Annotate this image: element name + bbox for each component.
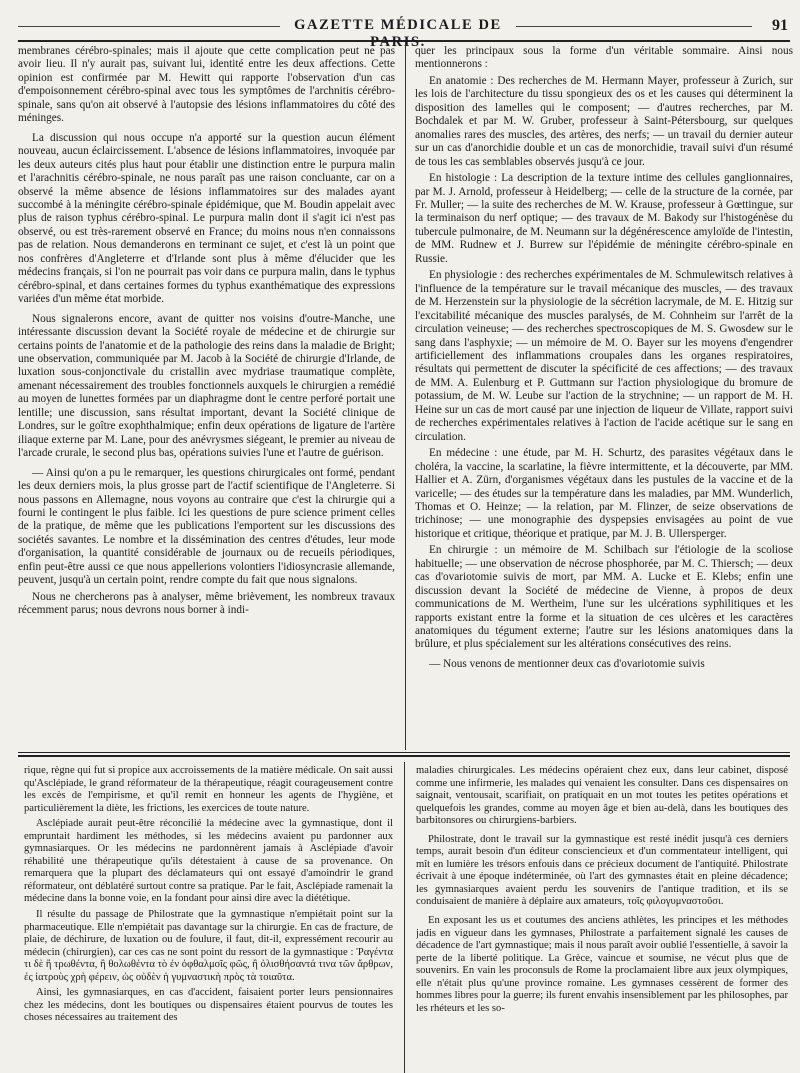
feuilleton-rule: [18, 752, 790, 753]
feuilleton-left-column: [24, 765, 393, 1070]
page-number: 91: [772, 17, 788, 34]
paragraph: membranes cérébro-spinales; mais il ajoute que cette complication peut ne pas avoir lieu. Il n'y aurait pas, suivant lui, identité entre les deux affections. Cette opinion est confirmée par M. Hewitt qui rapporte l'observation d'un cas d'empoisonnement cérébro-spinal avec tous les symptômes de l'archnitis cérébro-spinale, sans qu'on ait observé à l'autopsie des lésions inflammatoires du côté des méninges.: [18, 45, 395, 125]
paragraph: Nous ne chercherons pas à analyser, même brièvement, les nombreux travaux récemment parus; nous devrons nous borner à indi-: [18, 590, 395, 617]
paragraph: Nous signalerons encore, avant de quitter nos voisins d'outre-Manche, une intéressante discussion devant la Société royale de médecine et de chirurgie sur certains points de l'anatomie et de la pathologie des reins dans la maladie de Bright; une observation, communiquée par M. Jacob à la Société de chirurgie d'Irlande, de luxation sous-conjonctivale du cristallin avec mydriase traumatique complète, amenant nécessairement des troubles fonctionnels auxquels le chirurgien a remédié au moyen de lunettes formées par un diaphragme dont le centre perforé portait une lentille; une discussion, sans résultat important, devant la Société clinique de Londres, sur le goître exophthalmique; enfin deux opérations de ligature de l'artère iliaque externe par M. Lane, pour des anévrysmes siégeant, le premier au niveau de l'arcade crurale, le second plus bas, opérations suivies l'une et l'autre de guérison.: [18, 312, 395, 460]
top-right-column: [415, 45, 793, 745]
page-header: [18, 0, 790, 50]
paragraph: La discussion qui nous occupe n'a apporté sur la question aucun élément nouveau, aucun éclaircissement. L'absence de lésions inflammatoires, invoquée par les deux auteurs cités plus haut pour établir une distinction entre le purpura malin et l'arachnitis cérébro-spinale, ne nous paraît pas une raison concluante, car on a observé la même absence de lésions inflammatoires sur des malades ayant succombé à la méningite cérébro-spinale épidémique, que M. Boudin appelait avec plus de raison typhus cérébro-spinal. Le purpura malin dont il s'agit ici n'est pas observé, ou est très-rarement observé en France; du moins nous n'en connaissons pas de relation. Nous demanderons en terminant ce sujet, et c'est là un point que nos confrères d'Angleterre et d'Irlande sont plus à même d'élucider que les médecins français, si l'on ne pourrait pas voir dans ce purpura malin, dans le typhus cérébro-spinal, et dans certaines formes du typhus exanthématique des expressions variées d'un même état morbide.: [18, 131, 395, 306]
feuilleton-right-column: [416, 765, 788, 1070]
paragraph: rique, règne qui fut si propice aux accroissements de la matière médicale. On sait aussi qu'Asclépiade, le grand réformateur de la thérapeutique, réagit courageusement contre les excès de l'empirisme, et qu'il remit en honneur les agents de l'hygiène, et particulièrement la diète, les frictions, les exercices de toute nature.: [24, 765, 393, 814]
top-left-column: [18, 45, 395, 745]
header-rule-right: [516, 26, 752, 27]
paragraph: maladies chirurgicales. Les médecins opéraient chez eux, dans leur cabinet, disposé comme une infirmerie, les malades qui venaient les consulter. Dans ces dispensaires on saignait, ventousait, scarifiait, on pratiquait en un mot toutes les petites opérations et quelquefois les grandes, comme au moyen âge et bien au-delà, dans les boutiques des barbitonsores ou chirurgiens-barbiers.: [416, 765, 788, 827]
paragraph: En anatomie : Des recherches de M. Hermann Mayer, professeur à Zurich, sur les lois de l'architecture du tissu spongieux des os et les causes qui déterminent la disposition des lamelles qui le composent; — d'autres recherches, par M. Bochdalek et par M. W. Gruber, professeur à Saint-Pétersbourg, sur quelques anomalies rares des muscles, des artères, des nerfs; — un travail du dernier auteur sur un cas d'anorchidie double et un cas de monorchidie, travail suivi d'un résumé de tous les cas semblables observés jusqu'à ce jour.: [415, 74, 793, 168]
header-rule-left: [18, 26, 280, 27]
paragraph: Il résulte du passage de Philostrate que la gymnastique n'empiétait point sur la pharmaceutique. Elle n'empiétait pas davantage sur la chirurgie. En cas de fracture, de plaie, de déchirure, de luxation ou de foulure, il faut, dit-il, expressément recourir au médecin (chirurgien), car ces cas ne sont point du ressort de la gymnastique : Ῥαγέντα τι δὲ ἢ τρωθέντα, ἢ θολωθέντα τὸ ἐν ὀφθαλμοῖς φῶς, ἢ ὀλισθήσαντά τινα τῶν ἄρθρων, ἐς ἰατροὺς χρὴ φέρειν, ὡς οὐδὲν ἡ γυμναστικὴ πρὸς τὰ τοιαῦτα.: [24, 909, 393, 983]
paragraph: En exposant les us et coutumes des anciens athlètes, les principes et les méthodes jadis en vigueur dans les gymnases, Philostrate a parfaitement signalé les causes de décadence de l'art gymnastique; mais il nous paraît avoir oublié l'essentielle, à savoir la perte de la liberté politique. La Grèce, vaincue et soumise, ne vécut plus que de souvenirs. En vain les proconsuls de Rome la proclamaient libre aux jeux olympiques, elle n'était plus qu'une province romaine. Les gymnases cessèrent de former des hommes libres pour la guerre; ils furent envahis insensiblement par les philosophes, par les rhéteurs et les so-: [416, 915, 788, 1014]
paragraph: — Ainsi qu'on a pu le remarquer, les questions chirurgicales ont formé, pendant les deux derniers mois, la plus grosse part de l'actif scientifique de l'Angleterre. Si nous passons en Allemagne, nous voyons au contraire que c'est la chirurgie qui a fourni le contingent le plus faible. Ici les questions de pure science priment celles de la pratique, de même que les publications l'emportent sur les discussions des sociétés savantes. Le nombre et la dissémination des centres d'études, leur mode d'organisation, la quantité considérable de journaux ou de recueils périodiques, enfin peut-être aussi ce que nous appellerions volontiers l'idiosyncrasie allemande, peuvent, jusqu'à un certain point, rendre compte du fait que nous signalons.: [18, 466, 395, 587]
paragraph: quer les principaux sous la forme d'un véritable sommaire. Ainsi nous mentionnerons :: [415, 45, 793, 71]
paragraph: En physiologie : des recherches expérimentales de M. Schmulewitsch relatives à l'influence de la température sur le travail mécanique des muscles, — des travaux de M. Herzenstein sur la physiologie de la sécrétion lacrymale, de M. E. Hitzig sur l'excitabilité mécanique des muscles paralysés, de M. Cohnheim sur l'arrêt de la circulation veineuse; — des recherches spectroscopiques de M. S. Gwosdew sur le sang dans l'asphyxie; — un mémoire de M. O. Bayer sur les moyens d'engendrer artificiellement des inflammations croupales dans les organes respiratoires, résultats qui permettent de discuter la spécificité de ces affections; — des travaux de MM. A. Eulenburg et P. Guttmann sur l'action physiologique du bromure de potassium, de M. W. Leube sur l'action de la strychnine; — un rapport de M. H. Heine sur un cas de mort causé par une injection de liqueur de Villate, rapport suivi de recherches expérimentales relatives à l'action de l'acide acétique sur le sang en circulation.: [415, 269, 793, 443]
paragraph: Ainsi, les gymnasiarques, en cas d'accident, faisaient porter leurs pensionnaires chez les médecins, dont les boutiques ou dispensaires étaient pourvus de toutes les choses nécessaires au traitement des: [24, 987, 393, 1024]
paragraph: Asclépiade aurait peut-être réconcilié la médecine avec la gymnastique, dont il empruntait hardiment les méthodes, si les médecins avaient pu pardonner aux gymnasiarques. Or les médecins ne pardonnèrent jamais à Asclépiade d'avoir réhabilité une thérapeutique qu'ils détestaient à cause de sa provenance. On remarquera que la plupart des déclamateurs qui ont essayé d'amoindrir le grand réformateur, ont déblatéré surtout contre sa pratique. Par le fait, Asclépiade ramenait la médecine dans la bonne voie, en la fondant pour ainsi dire avec la diététique.: [24, 818, 393, 905]
feuilleton-rule-thick: [18, 755, 790, 757]
column-divider: [405, 42, 406, 750]
journal-page: [18, 0, 793, 1073]
paragraph: — Nous venons de mentionner deux cas d'ovariotomie suivis: [429, 657, 705, 670]
paragraph: Philostrate, dont le travail sur la gymnastique est resté inédit jusqu'à ces derniers temps, aurait besoin d'un éditeur consciencieux et d'un commentateur intelligent, qui mît en lumière les trésors enfouis dans ce précieux document de l'antiquité. Philostrate écrivait à une époque indéterminée, où l'art des gymnastes était en pleine décadence; les gymnasiarques avaient perdu les souvenirs de l'antique tradition, et ils se conduisaient de manière à déplaire aux amateurs, τοῖς φιλογυμναστοῦσι.: [416, 833, 788, 908]
paragraph: En chirurgie : un mémoire de M. Schilbach sur l'étiologie de la scoliose habituelle; — une observation de nécrose phosphorée, par M. C. Thiersch; — deux cas d'ovariotomie suivis de mort, par MM. A. Lucke et E. Klebs; enfin une discussion devant la Société de médecine de Vienne, à propos de deux communications de M. Wertheim, l'une sur les ulcérations syphilitiques et les rapports existant entre la forme et la situation de ces ulcères et les caractères anatomiques du tégument externe; l'autre sur les lésions anatomiques dans la brûlure, et plus spécialement sur les altérations consécutives des reins.: [415, 544, 793, 651]
paragraph: En histologie : La description de la texture intime des cellules ganglionnaires, par M. J. Arnold, professeur à Heidelberg; — celle de la structure de la cornée, par Fr. Muller; — la suite des recherches de M. W. Krause, professeur à Gœttingue, sur la terminaison du nerf optique; — des travaux de M. Bakody sur l'histogénèse du tubercule pulmonaire, de M. Neumann sur la dégénérescence amyloïde de l'intestin, de MM. Rudnew et J. Burrew sur l'épidémie de méningite cérébro-spinale en Russie.: [415, 172, 793, 265]
feuilleton-column-divider: [404, 762, 405, 1073]
journal-title: GAZETTE MÉDICALE DE PARIS.: [294, 17, 502, 50]
paragraph: En médecine : une étude, par M. H. Schurtz, des parasites végétaux dans le choléra, la vaccine, la scarlatine, la fièvre intermittente, et la découverte, par MM. Hallier et A. Zürn, d'organismes végétaux dans les pustules de la vaccine et de la varicelle; — des études sur la température dans les maladies, par MM. Wunderlich, Thomas et O. Heinze; — la relation, par M. Flinzer, de seize observations de trichinose; — une monographie des dyspepsies envisagées au point de vue historique et critique, théorique et pratique, par M. J. B. Ullersperger.: [415, 447, 793, 540]
